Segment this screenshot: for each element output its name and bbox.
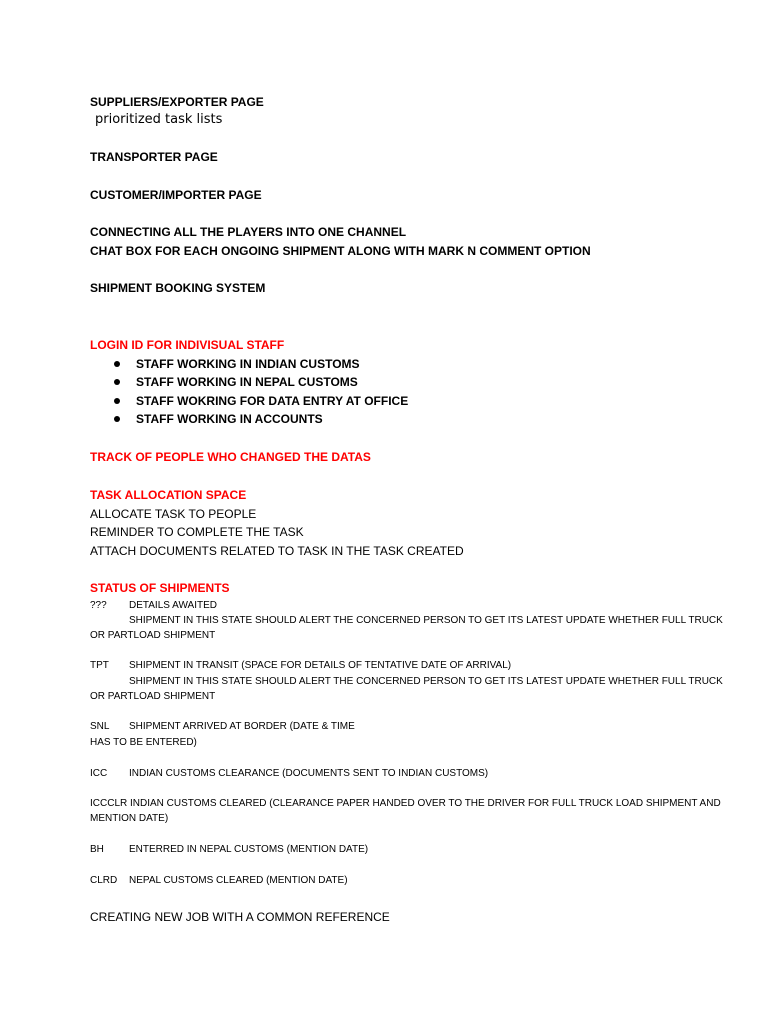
suppliers-page-heading: SUPPLIERS/EXPORTER PAGE [90, 95, 264, 109]
customer-page-heading: CUSTOMER/IMPORTER PAGE [90, 188, 262, 202]
task-item: REMINDER TO COMPLETE THE TASK [90, 525, 304, 539]
status-code: ??? [90, 600, 107, 611]
status-code: ICCCLR [90, 798, 128, 809]
status-code: CLRD [90, 875, 118, 886]
status-note: SHIPMENT IN THIS STATE SHOULD ALERT THE CONCERNED PERSON TO GET ITS LATEST UPDATE WHETHER FULL TRUCK [129, 676, 723, 687]
list-item: STAFF WORKING IN NEPAL CUSTOMS [114, 376, 358, 388]
prioritized-task-lists: prioritized task lists [95, 112, 223, 127]
status-note: HAS TO BE ENTERED) [90, 737, 197, 748]
status-entry [90, 799, 721, 809]
list-item: STAFF WORKING IN INDIAN CUSTOMS [114, 358, 360, 370]
chat-box-line: CHAT BOX FOR EACH ONGOING SHIPMENT ALONG WITH MARK N COMMENT OPTION [90, 244, 591, 258]
task-item: ALLOCATE TASK TO PEOPLE [90, 507, 257, 521]
task-item: ATTACH DOCUMENTS RELATED TO TASK IN THE TASK CREATED [90, 544, 464, 558]
list-item: STAFF WORKING IN ACCOUNTS [114, 413, 323, 425]
status-entry [90, 661, 511, 671]
list-item: STAFF WOKRING FOR DATA ENTRY AT OFFICE [114, 395, 408, 407]
bullet-icon [114, 361, 120, 367]
status-code: SNL [90, 721, 110, 732]
status-desc: NEPAL CUSTOMS CLEARED (MENTION DATE) [129, 875, 348, 886]
status-desc: ENTERRED IN NEPAL CUSTOMS (MENTION DATE) [129, 844, 369, 855]
status-desc: DETAILS AWAITED [129, 600, 217, 611]
status-entry [90, 769, 488, 779]
bullet-icon [114, 416, 120, 422]
transporter-page-heading: TRANSPORTER PAGE [90, 150, 218, 164]
status-note: MENTION DATE) [90, 813, 169, 824]
status-entry [90, 722, 355, 732]
new-job-line: CREATING NEW JOB WITH A COMMON REFERENCE [90, 910, 390, 924]
status-heading: STATUS OF SHIPMENTS [90, 581, 230, 595]
bullet-icon [114, 398, 120, 404]
status-desc: SHIPMENT IN TRANSIT (SPACE FOR DETAILS OF TENTATIVE DATE OF ARRIVAL) [129, 660, 512, 671]
connecting-players-line: CONNECTING ALL THE PLAYERS INTO ONE CHANNEL [90, 225, 407, 239]
bullet-icon [114, 379, 120, 385]
status-entry [90, 601, 217, 611]
status-code: TPT [90, 660, 109, 671]
status-entry [90, 876, 348, 886]
booking-system-heading: SHIPMENT BOOKING SYSTEM [90, 281, 266, 295]
login-heading: LOGIN ID FOR INDIVISUAL STAFF [90, 338, 285, 352]
task-heading: TASK ALLOCATION SPACE [90, 488, 247, 502]
status-note: SHIPMENT IN THIS STATE SHOULD ALERT THE CONCERNED PERSON TO GET ITS LATEST UPDATE WHETHER FULL TRUCK [129, 615, 723, 626]
status-code: ICC [90, 768, 108, 779]
track-heading: TRACK OF PEOPLE WHO CHANGED THE DATAS [90, 450, 371, 464]
status-desc: INDIAN CUSTOMS CLEARANCE (DOCUMENTS SENT TO INDIAN CUSTOMS) [129, 768, 489, 779]
status-entry [90, 845, 368, 855]
status-desc: INDIAN CUSTOMS CLEARED (CLEARANCE PAPER HANDED OVER TO THE DRIVER FOR FULL TRUCK LOAD SHIPMENT AND [130, 798, 721, 809]
status-note: OR PARTLOAD SHIPMENT [90, 691, 216, 702]
status-code: BH [90, 844, 104, 855]
status-desc: SHIPMENT ARRIVED AT BORDER (DATE & TIME [129, 721, 355, 732]
status-note: OR PARTLOAD SHIPMENT [90, 630, 216, 641]
